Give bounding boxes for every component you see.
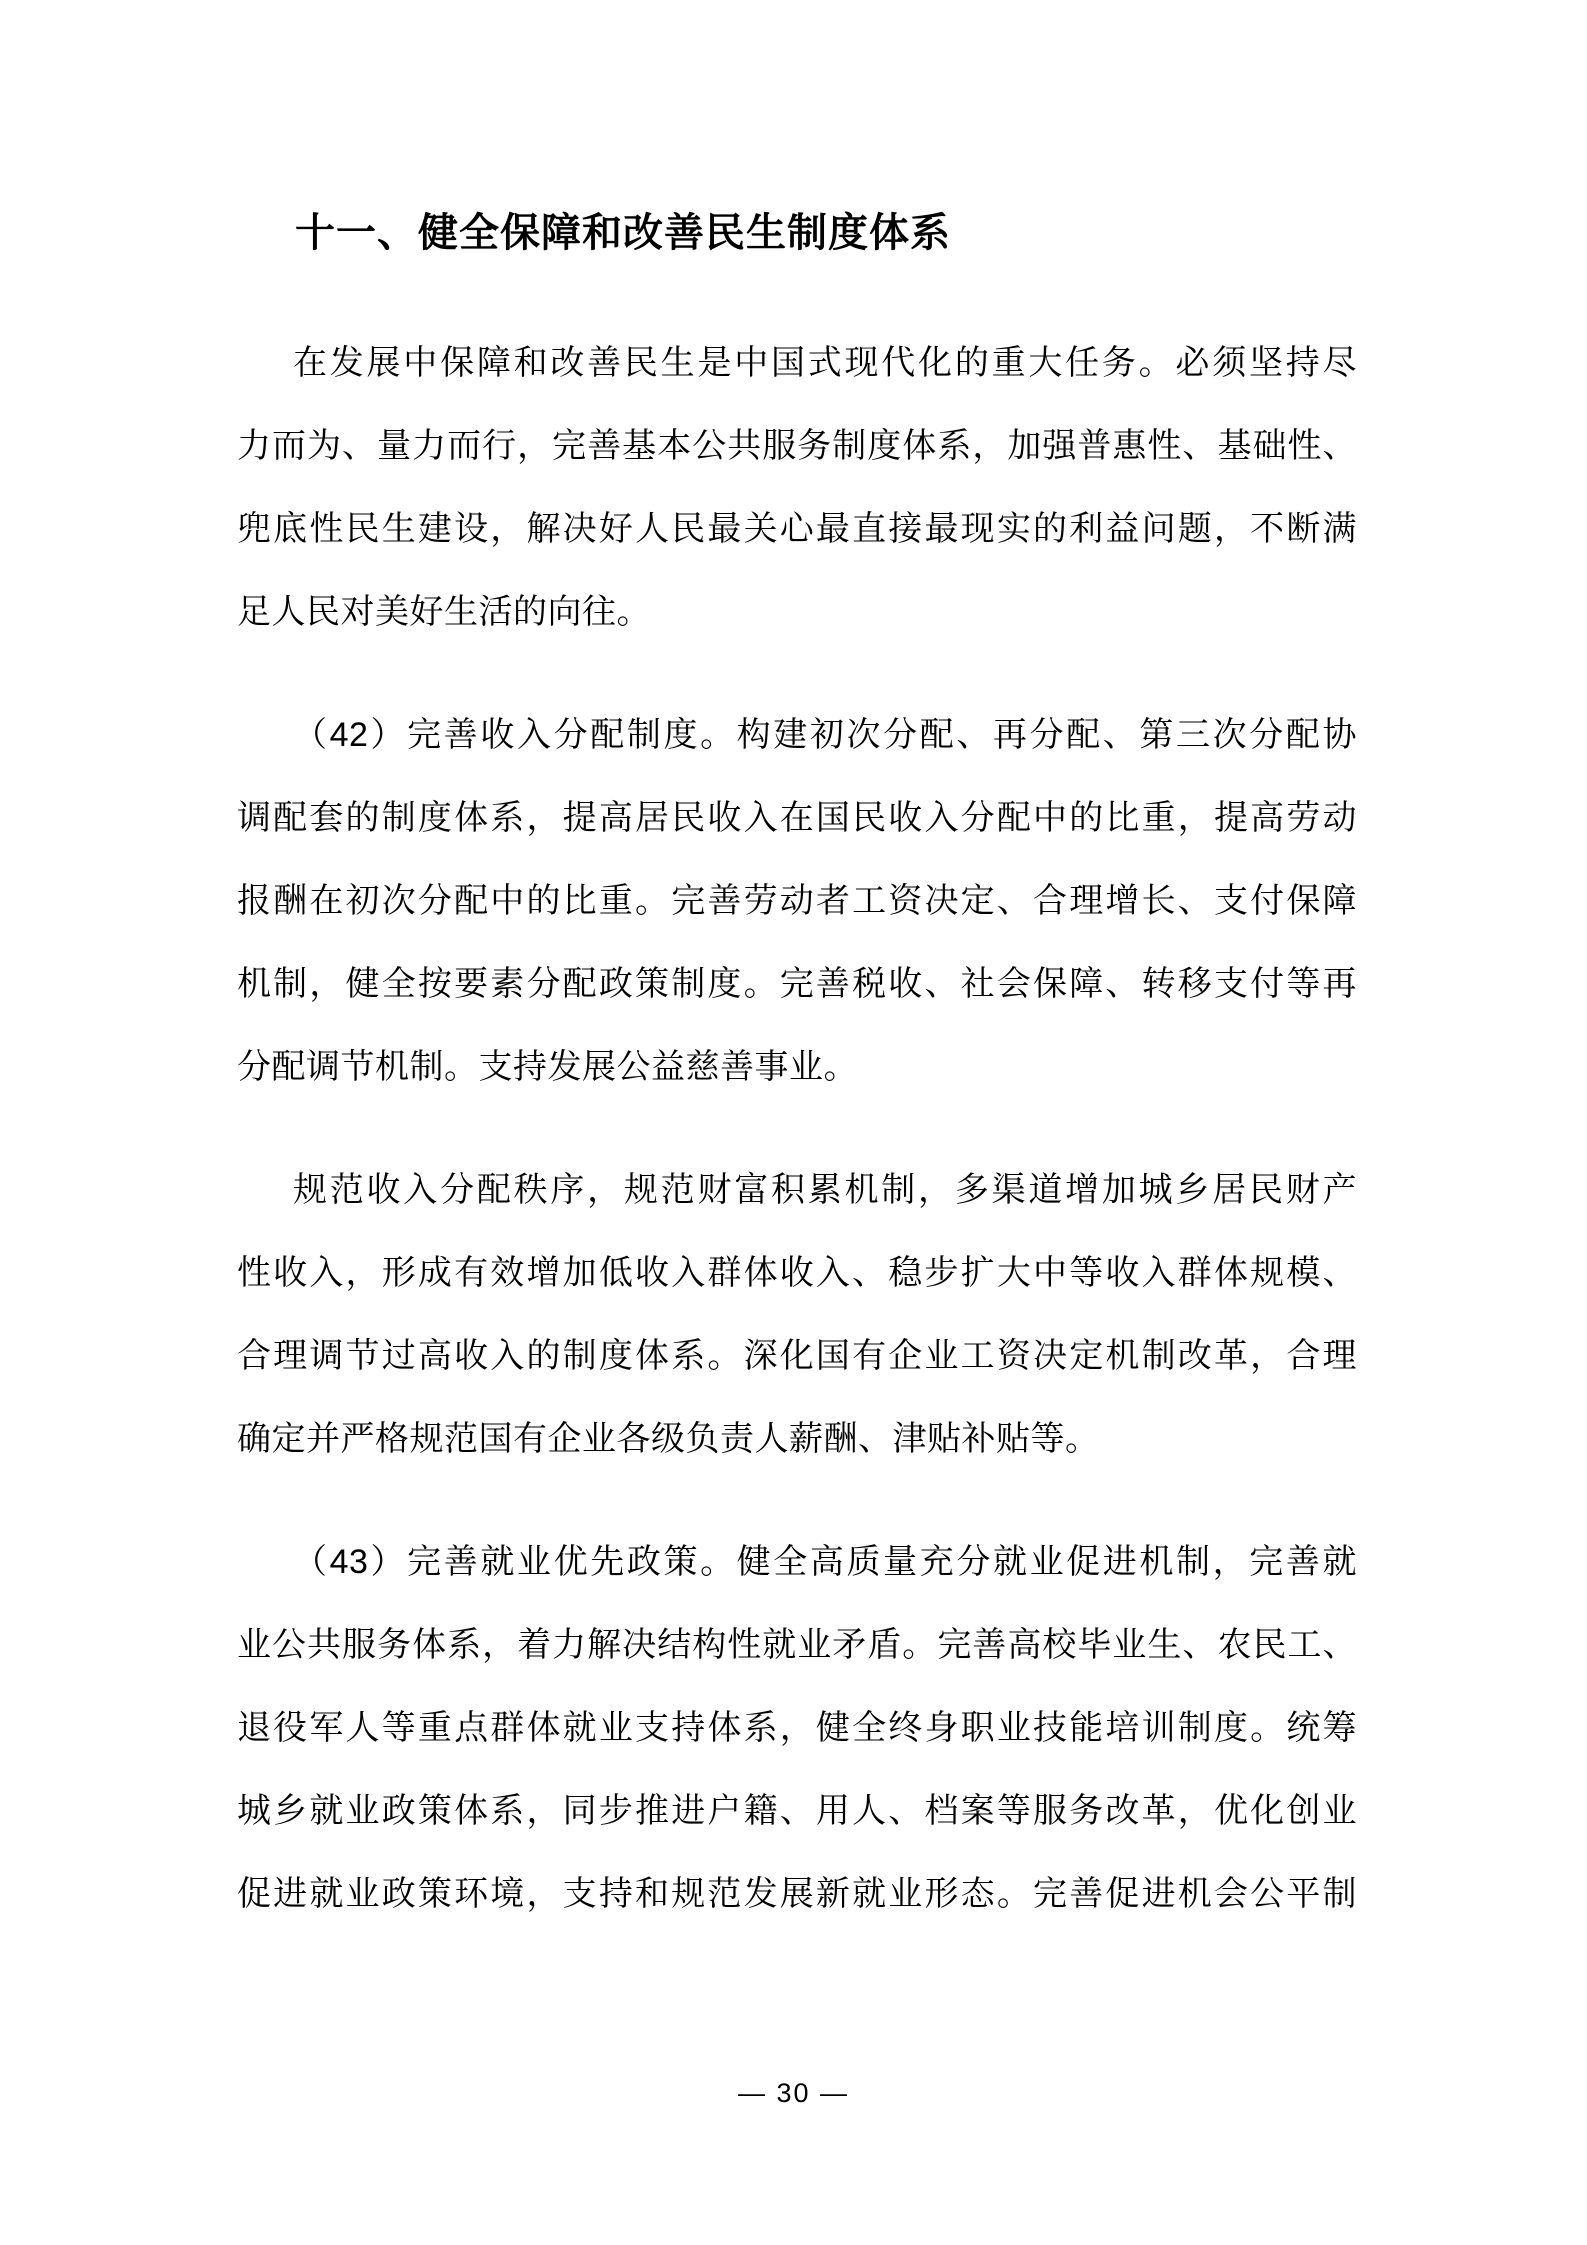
text-line: 足人民对美好生活的向往。 xyxy=(237,593,651,631)
text-line: 分配调节机制。支持发展公益慈善事业。 xyxy=(237,1048,858,1086)
page-number: — 30 — xyxy=(737,2078,850,2108)
text-line: 规范收入分配秩序，规范财富积累机制，多渠道增加城乡居民财产 xyxy=(293,1171,1357,1209)
text-line: 性收入，形成有效增加低收入群体收入、稳步扩大中等收入群体规模、 xyxy=(237,1254,1357,1292)
text-line: （42）完善收入分配制度。构建初次分配、再分配、第三次分配协 xyxy=(293,716,1357,754)
text-line: 在发展中保障和改善民生是中国式现代化的重大任务。必须坚持尽 xyxy=(293,344,1357,382)
body-paragraphs xyxy=(237,322,1357,1936)
text-line: 城乡就业政策体系，同步推进户籍、用人、档案等服务改革，优化创业 xyxy=(237,1792,1357,1830)
text-line: 兜底性民生建设，解决好人民最关心最直接最现实的利益问题，不断满 xyxy=(237,510,1357,548)
text-line: 机制，健全按要素分配政策制度。完善税收、社会保障、转移支付等再 xyxy=(237,965,1357,1003)
paragraph xyxy=(237,694,1357,1109)
text-line: （43）完善就业优先政策。健全高质量充分就业促进机制，完善就 xyxy=(293,1543,1357,1581)
text-line: 确定并严格规范国有企业各级负责人薪酬、津贴补贴等。 xyxy=(237,1420,1100,1458)
text-line: 促进就业政策环境，支持和规范发展新就业形态。完善促进机会公平制 xyxy=(237,1875,1357,1913)
section-heading: 十一、健全保障和改善民生制度体系 xyxy=(295,211,951,255)
paragraph xyxy=(237,1521,1357,1936)
text-line: 合理调节过高收入的制度体系。深化国有企业工资决定机制改革，合理 xyxy=(237,1337,1357,1375)
text-line: 报酬在初次分配中的比重。完善劳动者工资决定、合理增长、支付保障 xyxy=(237,882,1357,920)
text-line: 力而为、量力而行，完善基本公共服务制度体系，加强普惠性、基础性、 xyxy=(237,427,1357,465)
text-line: 业公共服务体系，着力解决结构性就业矛盾。完善高校毕业生、农民工、 xyxy=(237,1626,1357,1664)
text-block xyxy=(237,0,1357,1976)
text-line: 退役军人等重点群体就业支持体系，健全终身职业技能培训制度。统筹 xyxy=(237,1709,1357,1747)
paragraph xyxy=(237,1149,1357,1481)
text-line: 调配套的制度体系，提高居民收入在国民收入分配中的比重，提高劳动 xyxy=(237,799,1357,837)
paragraph xyxy=(237,322,1357,654)
